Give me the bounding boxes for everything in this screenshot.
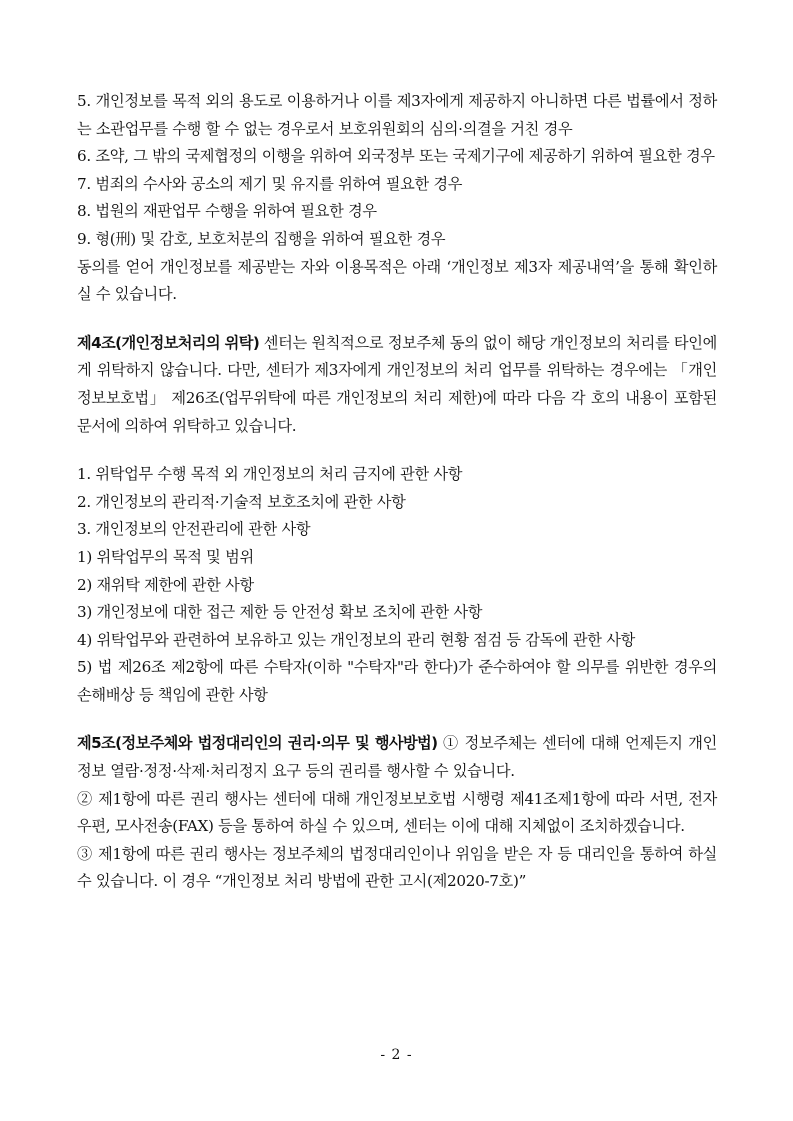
list-item-6: 6. 조약, 그 밖의 국제협정의 이행을 위하여 외국정부 또는 국제기구에 제공하기 위하여 필요한 경우: [77, 147, 715, 166]
article-5-paragraph: [77, 730, 717, 785]
section-gap: [77, 709, 717, 730]
list-item: 2) 재위탁 제한에 관한 사항: [77, 575, 254, 594]
section-gap: [77, 440, 717, 461]
list-item-9: 9. 형(刑) 및 감호, 보호처분의 집행을 위하여 필요한 경우: [77, 229, 446, 248]
article-4-heading: 제4조(개인정보처리의 위탁): [77, 333, 260, 352]
list-item: 1. 위탁업무 수행 목적 외 개인정보의 처리 금지에 관한 사항: [77, 465, 463, 484]
closing-paragraph: 동의를 얻어 개인정보를 제공받는 자와 이용목적은 아래 ‘개인정보 제3자 제공내역’을 통해 확인하실 수 있습니다.: [77, 257, 717, 304]
list-item: 1) 위탁업무의 목적 및 범위: [77, 547, 254, 566]
article-5-body-1: ① 정보주체는 센터에 대해 언제든지 개인정보 열람·정정·삭제·처리정지 요구 등의 권리를 행사할 수 있습니다.: [77, 734, 717, 781]
article-5-clause-2: ② 제1항에 따른 권리 행사는 센터에 대해 개인정보보호법 시행령 제41조제1항에 따라 서면, 전자우편, 모사전송(FAX) 등을 통하여 하실 수 있으며, 센터는 이에 대해 지체없이 조치하겠습니다.: [77, 789, 717, 836]
list-item-5: 5. 개인정보를 목적 외의 용도로 이용하거나 이를 제3자에게 제공하지 아니하면 다른 법률에서 정하는 소관업무를 수행 할 수 없는 경우로서 보호위원회의 심의·의결을 거친 경우: [77, 92, 717, 138]
list-item: 3. 개인정보의 안전관리에 관한 사항: [77, 520, 311, 539]
page-number: - 2 -: [380, 1047, 413, 1063]
section-gap: [77, 309, 717, 330]
page-body: [77, 88, 717, 896]
list-item: 3) 개인정보에 대한 접근 제한 등 안전성 확보 조치에 관한 사항: [77, 603, 483, 622]
list-item: 2. 개인정보의 관리적·기술적 보호조치에 관한 사항: [77, 492, 406, 511]
list-item-7: 7. 범죄의 수사와 공소의 제기 및 유지를 위하여 필요한 경우: [77, 174, 463, 193]
article-4-body: 센터는 원칙적으로 정보주체 동의 없이 해당 개인정보의 처리를 타인에게 위탁하지 않습니다. 다만, 센터가 제3자에게 개인정보의 처리 업무를 위탁하는 경우에는 「개인정보보호법」 제26조(업무위탁에 따른 개인정보의 처리 제한)에 따라 다음 각 호의 내용이 포함된 문서에 의하여 위탁하고 있습니다.: [77, 333, 717, 435]
list-item: 5) 법 제26조 제2항에 따른 수탁자(이하 "수탁자"라 한다)가 준수하여야 할 의무를 위반한 경우의 손해배상 등 책임에 관한 사항: [77, 658, 717, 704]
list-item-8: 8. 법원의 재판업무 수행을 위하여 필요한 경우: [77, 202, 377, 221]
list-item: 4) 위탁업무와 관련하여 보유하고 있는 개인정보의 관리 현황 점검 등 감독에 관한 사항: [77, 630, 635, 649]
article-5-heading: 제5조(정보주체와 법정대리인의 권리·의무 및 행사방법): [77, 734, 438, 753]
article-5-clause-3: ③ 제1항에 따른 권리 행사는 정보주체의 법정대리인이나 위임을 받은 자 등 대리인을 통하여 하실 수 있습니다. 이 경우 “개인정보 처리 방법에 관한 고시(제2020-7호)”: [77, 844, 717, 891]
article-4-paragraph: [77, 330, 717, 440]
